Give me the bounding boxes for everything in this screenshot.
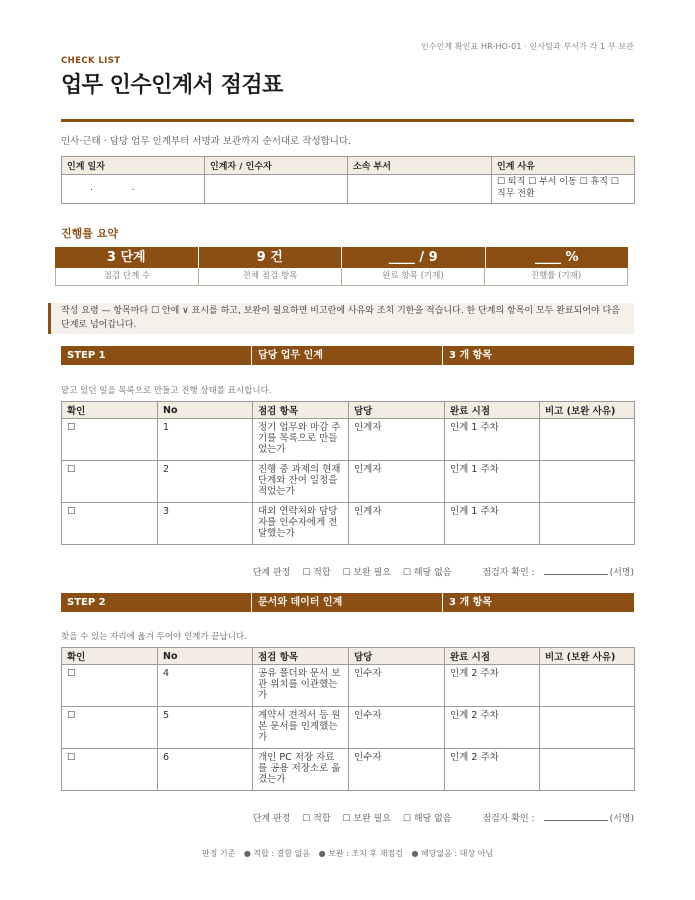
info-header-dept: 소속 부서 (348, 157, 492, 175)
step-1-count: 3 개 항목 (449, 350, 492, 361)
item-when: 인계 1 주차 (445, 503, 540, 545)
col-header-item: 점검 항목 (253, 648, 349, 665)
check-box[interactable]: ☐ (62, 707, 158, 749)
table-row (62, 419, 635, 461)
step-2-count: 3 개 항목 (449, 597, 492, 608)
instructions-note: 작성 요령 — 항목마다 ☐ 안에 ∨ 표시를 하고, 보완이 필요하면 비고란에 사유와 조치 기한을 적습니다. 한 단계의 항목이 모두 완료되어야 다음 단계로 넘어갑니다. (48, 303, 634, 334)
item-text: 진행 중 과제의 현재 단계와 잔여 일정을 적었는가 (253, 461, 349, 503)
sign-label: (서명) (609, 814, 634, 824)
col-header-check: 확인 (62, 402, 158, 419)
col-header-when: 완료 시점 (445, 402, 540, 419)
check-box[interactable]: ☐ (62, 665, 158, 707)
table-row (62, 461, 635, 503)
item-note-field[interactable] (540, 665, 635, 707)
info-header-persons: 인계자 / 인수자 (205, 157, 348, 175)
legend-na: ● 해당없음 : 대상 아님 (411, 849, 494, 858)
col-header-note: 비고 (보완 사유) (540, 648, 635, 665)
signature-line[interactable] (544, 566, 608, 575)
kicker-label: CHECK LIST (61, 56, 121, 66)
judge-label: 단계 판정 (252, 814, 291, 824)
judge-label: 단계 판정 (252, 568, 291, 578)
item-note-field[interactable] (540, 503, 635, 545)
step-2-label: STEP 2 (61, 593, 252, 612)
step-2-judgement (244, 811, 634, 824)
checker-label: 점검자 확인 : (482, 814, 535, 824)
summary-items-value: 9 건 (199, 247, 343, 268)
step-1-judgement (244, 565, 634, 578)
check-box[interactable]: ☐ (62, 461, 158, 503)
item-no: 3 (158, 503, 253, 545)
signature-line[interactable] (544, 812, 608, 821)
item-owner: 인수자 (349, 707, 445, 749)
intro-text: 인사·근태 · 담당 업무 인계부터 서명과 보관까지 순서대로 작성합니다. (61, 136, 352, 147)
info-header-reason: 인계 사유 (492, 157, 635, 175)
summary-title: 진행률 요약 (61, 227, 118, 240)
document-meta: 인수인계 확인표 HR-HO-01 · 인사팀과 부서가 각 1 부 보관 (420, 42, 634, 51)
summary-steps-label: 점검 단계 수 (56, 268, 199, 285)
item-text: 대외 연락처와 담당자를 인수자에게 전달했는가 (253, 503, 349, 545)
judge-option-na[interactable]: ☐ 해당 없음 (402, 568, 452, 578)
handover-date-field[interactable]: . . (62, 175, 205, 204)
item-when: 인계 2 주차 (445, 707, 540, 749)
step-1-header (61, 346, 634, 365)
item-no: 5 (158, 707, 253, 749)
legend-fix: ● 보완 : 조치 후 재점검 (318, 849, 403, 858)
col-header-owner: 담당 (349, 648, 445, 665)
item-no: 4 (158, 665, 253, 707)
item-owner: 인수자 (349, 665, 445, 707)
handover-dept-field[interactable] (348, 175, 492, 204)
table-row (62, 749, 635, 791)
handover-info-table (61, 156, 635, 204)
col-header-item: 점검 항목 (253, 402, 349, 419)
item-note-field[interactable] (540, 707, 635, 749)
page-title: 업무 인수인계서 점검표 (61, 73, 283, 98)
step-1-label: STEP 1 (61, 346, 252, 365)
item-text: 개인 PC 저장 자료를 공용 저장소로 옮겼는가 (253, 749, 349, 791)
handover-reason-field[interactable]: ☐ 퇴직 ☐ 부서 이동 ☐ 휴직 ☐ 직무 전환 (492, 175, 635, 204)
item-no: 6 (158, 749, 253, 791)
col-header-no: No (158, 402, 253, 419)
check-box[interactable]: ☐ (62, 419, 158, 461)
check-box[interactable]: ☐ (62, 503, 158, 545)
step-2-name: 문서와 데이터 인계 (252, 593, 443, 612)
step-2-header (61, 593, 634, 612)
summary-done-value[interactable]: ____ / 9 (342, 247, 486, 268)
col-header-check: 확인 (62, 648, 158, 665)
judge-option-na[interactable]: ☐ 해당 없음 (402, 814, 452, 824)
item-owner: 인계자 (349, 419, 445, 461)
item-text: 공유 폴더와 문서 보관 위치를 이관했는가 (253, 665, 349, 707)
col-header-note: 비고 (보완 사유) (540, 402, 635, 419)
step-1-description: 맡고 있던 일을 목록으로 만들고 진행 상태를 표시합니다. (61, 386, 272, 396)
item-no: 2 (158, 461, 253, 503)
judge-option-pass[interactable]: ☐ 적합 (302, 568, 331, 578)
item-note-field[interactable] (540, 461, 635, 503)
judge-option-fix[interactable]: ☐ 보완 필요 (342, 814, 392, 824)
step-1-table (61, 401, 635, 545)
item-when: 인계 1 주차 (445, 461, 540, 503)
col-header-owner: 담당 (349, 402, 445, 419)
summary-rate-label: 진행률 (기재) (530, 271, 582, 281)
item-owner: 인계자 (349, 503, 445, 545)
check-box[interactable]: ☐ (62, 749, 158, 791)
item-text: 정기 업무와 마감 주기를 목록으로 만들었는가 (253, 419, 349, 461)
handover-persons-field[interactable] (205, 175, 348, 204)
info-header-date: 인계 일자 (62, 157, 205, 175)
summary-rate-value[interactable]: ____ % (486, 247, 629, 268)
item-no: 1 (158, 419, 253, 461)
step-1-name: 담당 업무 인계 (252, 346, 443, 365)
legend-title: 판정 기준 (201, 849, 236, 858)
item-text: 계약서 견적서 등 원본 문서를 인계했는가 (253, 707, 349, 749)
table-row (62, 665, 635, 707)
table-row (62, 503, 635, 545)
judge-option-fix[interactable]: ☐ 보완 필요 (342, 568, 392, 578)
title-divider (61, 119, 634, 122)
item-when: 인계 2 주차 (445, 665, 540, 707)
judgement-legend (0, 848, 695, 859)
item-when: 인계 1 주차 (445, 419, 540, 461)
legend-pass: ● 적합 : 결함 없음 (243, 849, 311, 858)
item-note-field[interactable] (540, 749, 635, 791)
col-header-no: No (158, 648, 253, 665)
step-2-description: 찾을 수 있는 자리에 옮겨 두어야 인계가 끝납니다. (61, 632, 247, 642)
col-header-when: 완료 시점 (445, 648, 540, 665)
judge-option-pass[interactable]: ☐ 적합 (302, 814, 331, 824)
summary-items-label: 전체 점검 항목 (199, 268, 342, 285)
item-owner: 인수자 (349, 749, 445, 791)
table-row (62, 707, 635, 749)
step-2-table (61, 647, 635, 791)
item-owner: 인계자 (349, 461, 445, 503)
checker-label: 점검자 확인 : (482, 568, 535, 578)
sign-label: (서명) (609, 568, 634, 578)
progress-summary (55, 247, 628, 286)
item-when: 인계 2 주차 (445, 749, 540, 791)
summary-done-label: 완료 항목 (기재) (342, 268, 485, 285)
item-note-field[interactable] (540, 419, 635, 461)
summary-steps-value: 3 단계 (55, 247, 199, 268)
